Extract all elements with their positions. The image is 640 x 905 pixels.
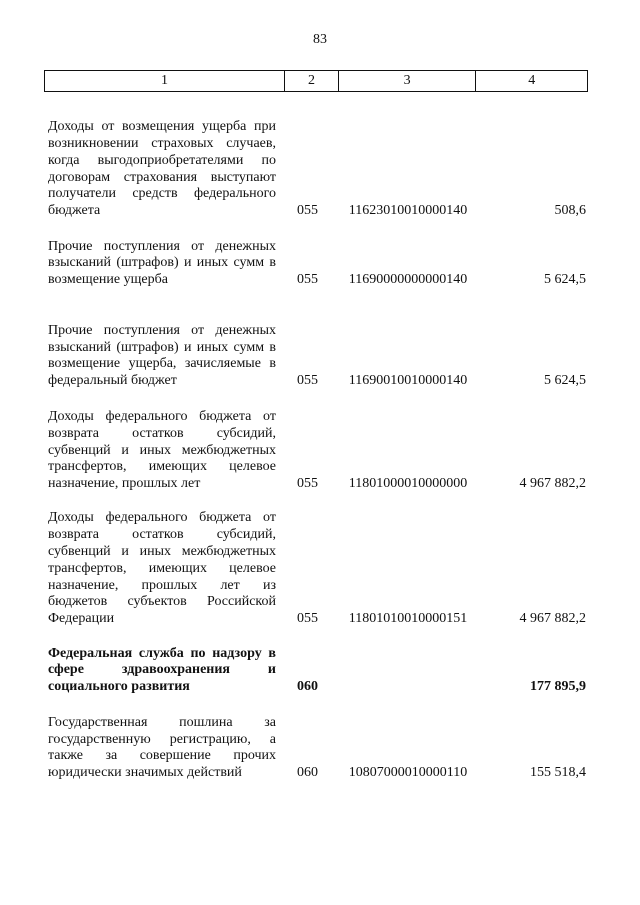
table-header — [44, 70, 588, 92]
page-number: 83 — [313, 32, 327, 47]
row-admin-code: 055 — [297, 272, 318, 288]
row-amount: 5 624,5 — [544, 272, 586, 288]
table-row — [44, 493, 588, 628]
row-classification-code: 11690000000000140 — [348, 272, 468, 288]
row-description: Доходы федерального бюджета от возврата остатков субсидий, субвенций и иных межбюджетных трансфертов, имеющих целевое назначение, прошлых лет из бюджетов субъектов Российской Федерации — [48, 510, 276, 627]
row-amount: 5 624,5 — [544, 373, 586, 389]
table-row — [44, 390, 588, 493]
table-row — [44, 289, 588, 390]
row-amount: 177 895,9 — [530, 679, 586, 695]
row-admin-code: 055 — [297, 373, 318, 389]
row-classification-code: 10807000010000110 — [348, 765, 468, 781]
header-col-4: 4 — [528, 73, 536, 88]
table-row — [44, 696, 588, 782]
table-row — [44, 628, 588, 696]
row-description: Прочие поступления от денежных взысканий (штрафов) и иных сумм в возмещение ущерба — [48, 238, 276, 288]
header-col-2: 2 — [285, 71, 339, 91]
header-col-3: 3 — [339, 71, 477, 91]
row-description: Доходы от возмещения ущерба при возникновении страховых случаев, когда выгодоприобретателями по договорам страхования выступают получатели средств федерального бюджета — [48, 119, 276, 219]
table-row — [44, 100, 588, 220]
row-classification-code: 11690010010000140 — [348, 373, 468, 389]
row-amount: 4 967 882,2 — [519, 476, 586, 492]
row-description: Федеральная служба по надзору в сфере здравоохранения и социального развития — [48, 645, 276, 695]
row-admin-code: 060 — [297, 765, 318, 781]
row-amount: 4 967 882,2 — [519, 611, 586, 627]
row-classification-code: 11801000010000000 — [348, 476, 468, 492]
row-amount: 155 518,4 — [530, 765, 586, 781]
row-amount: 508,6 — [554, 203, 586, 219]
row-description: Прочие поступления от денежных взысканий (штрафов) и иных сумм в возмещение ущерба, зачисляемые в федеральный бюджет — [48, 322, 276, 389]
row-description: Государственная пошлина за государственную регистрацию, а также за совершение прочих юридически значимых действий — [48, 714, 276, 781]
row-classification-code: 11801010010000151 — [348, 611, 468, 627]
header-col-1: 1 — [45, 71, 285, 91]
row-admin-code: 055 — [297, 476, 318, 492]
row-description: Доходы федерального бюджета от возврата остатков субсидий, субвенций и иных межбюджетных трансфертов, имеющих целевое назначение, прошлых лет — [48, 409, 276, 492]
row-classification-code: 11623010010000140 — [348, 203, 468, 219]
table-body — [44, 100, 588, 782]
row-admin-code: 055 — [297, 203, 318, 219]
row-admin-code: 060 — [297, 679, 318, 695]
table-row — [44, 220, 588, 289]
row-admin-code: 055 — [297, 611, 318, 627]
